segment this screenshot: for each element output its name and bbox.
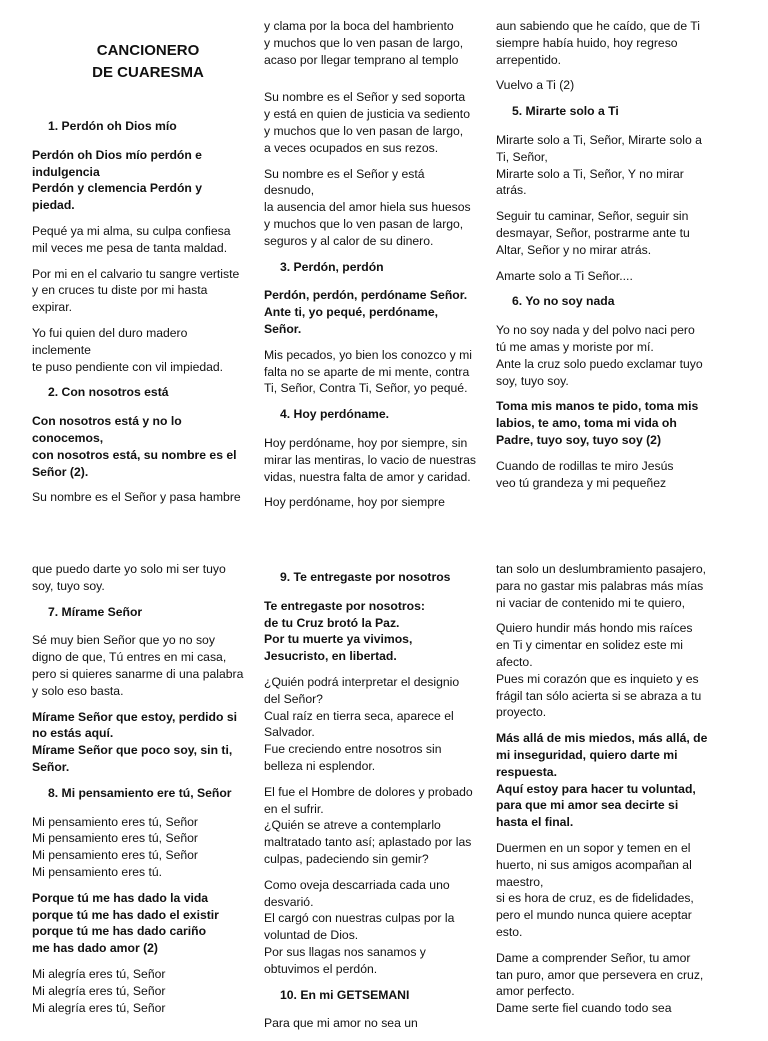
verse-block [264, 18, 496, 68]
song-heading: 7. Mírame Señor [48, 604, 143, 619]
chorus-block [496, 398, 728, 448]
text-line: tan solo un deslumbramiento pasajero, [496, 562, 707, 576]
text-line: siempre había huido, hoy regreso [496, 35, 678, 50]
text-line: de tu Cruz brotó la Paz. [264, 615, 400, 630]
text-line: Mi alegría eres tú, Señor [32, 1000, 166, 1015]
verse-block [32, 814, 264, 881]
text-line: si es hora de cruz, es de fidelidades, [496, 891, 694, 906]
text-line: Fue creciendo entre nosotros sin [264, 742, 442, 757]
text-line: hasta el final. [496, 815, 574, 830]
song-heading: 9. Te entregaste por nosotros [280, 570, 451, 584]
song-heading: 4. Hoy perdóname. [280, 407, 390, 422]
text-line: arrepentido. [496, 52, 562, 67]
verse-block [264, 166, 496, 250]
spacer [264, 77, 496, 89]
text-line: Mi pensamiento eres tú, Señor [32, 814, 198, 829]
verse-block [496, 77, 728, 94]
text-line: belleza ni esplendor. [264, 758, 376, 773]
verse-block [32, 632, 264, 699]
text-line: Sé muy bien Señor que yo no soy [32, 633, 215, 648]
text-line: con nosotros está, su nombre es el [32, 447, 237, 462]
verse-block [496, 268, 728, 285]
text-line: Para que mi amor no sea un [264, 1016, 418, 1031]
chorus-block [32, 413, 264, 480]
text-line: mirar las mentiras, lo vacio de nuestras [264, 452, 477, 467]
text-line: esto. [496, 924, 523, 939]
text-line: Amarte solo a Ti Señor.... [496, 268, 633, 283]
text-line: porque tú me has dado cariño [32, 924, 207, 939]
text-line: pero si quieres sanarme di una palabra [32, 666, 244, 681]
verse-block [264, 435, 496, 485]
text-line: Cual raíz en tierra seca, aparece el [264, 708, 454, 723]
text-line: Yo no soy nada y del polvo naci pero [496, 323, 695, 338]
text-line: obtuvimos el perdón. [264, 961, 378, 976]
text-line: Perdón oh Dios mío perdón e [32, 147, 202, 162]
title-line-1: CANCIONERO [96, 42, 200, 59]
bottom-column-1 [32, 561, 264, 1025]
song-heading: 8. Mi pensamiento ere tú, Señor [48, 785, 232, 800]
text-line: Quiero hundir más hondo mis raíces [496, 621, 693, 636]
text-line: y en cruces tu diste por mi hasta [32, 283, 208, 298]
text-line: soy, tuyo soy. [32, 578, 105, 593]
text-line: Te entregaste por nosotros: [264, 598, 425, 613]
text-line: del Señor? [264, 691, 323, 706]
text-line: desnudo, [264, 183, 315, 198]
verse-block [264, 877, 496, 978]
text-line: seguros y al calor de su dinero. [264, 233, 434, 248]
verse-block [32, 266, 264, 316]
text-line: la ausencia del amor hiela sus huesos [264, 200, 471, 215]
verse-block [264, 494, 496, 511]
text-line: Pues mi corazón que es inquieto y es [496, 671, 699, 686]
text-line: expirar. [32, 300, 72, 315]
text-line: El fue el Hombre de dolores y probado [264, 784, 473, 799]
text-line: falta no se aparte de mi mente, contra [264, 364, 470, 379]
text-line: Toma mis manos te pido, toma mis [496, 399, 699, 414]
text-line: Su nombre es el Señor y sed soporta [264, 90, 466, 105]
text-line: aun sabiendo que he caído, que de Ti [496, 19, 700, 33]
verse-block [496, 208, 728, 258]
text-line: Pequé ya mi alma, su culpa confiesa [32, 223, 231, 238]
text-line: tú me amas y moriste por mí. [496, 339, 654, 354]
text-line: Ante la cruz solo puedo exclamar tuyo [496, 356, 703, 371]
text-line: Más allá de mis miedos, más allá, de [496, 731, 708, 746]
column-content [496, 18, 728, 491]
text-line: conocemos, [32, 430, 104, 445]
text-line: Altar, Señor y no mirar atrás. [496, 242, 652, 257]
text-line: Hoy perdóname, hoy por siempre, sin [264, 435, 468, 450]
text-line: Yo fui quien del duro madero [32, 325, 188, 340]
text-line: Señor. [264, 321, 302, 336]
text-line: en Ti y cimentar en solidez este mi [496, 638, 683, 653]
verse-block [496, 18, 728, 68]
text-line: proyecto. [496, 705, 547, 720]
text-line: que puedo darte yo solo mi ser tuyo [32, 562, 226, 576]
text-line: Por mi en el calvario tu sangre vertiste [32, 266, 240, 281]
text-line: Perdón, perdón, perdóname Señor. [264, 288, 468, 303]
text-line: veo tú grandeza y mi pequeñez [496, 475, 667, 490]
text-line: tan puro, amor que persevera en cruz, [496, 967, 704, 982]
text-line: y muchos que lo ven pasan de largo, [264, 216, 464, 231]
text-line: desmayar, Señor, postrarme ante tu [496, 225, 690, 240]
text-line: Señor (2). [32, 464, 89, 479]
song-heading: 3. Perdón, perdón [280, 259, 384, 274]
title-line-2: DE CUARESMA [92, 64, 204, 81]
text-line: labios, te amo, toma mi vida oh [496, 416, 677, 431]
text-line: Su nombre es el Señor y está [264, 166, 425, 181]
text-line: me has dado amor (2) [32, 941, 158, 956]
text-line: Por tu muerte ya vivimos, [264, 632, 413, 647]
text-line: acaso por llegar temprano al templo [264, 52, 459, 67]
text-line: te puso pendiente con vil impiedad. [32, 359, 224, 374]
text-line: frágil tan sólo acierta si se abraza a tu [496, 688, 702, 703]
text-line: Ante ti, yo pequé, perdóname, [264, 305, 439, 320]
verse-block [264, 347, 496, 397]
text-line: y muchos que lo ven pasan de largo, [264, 35, 464, 50]
text-line: Mi pensamiento eres tú. [32, 864, 163, 879]
text-line: pero el mundo nunca quiere aceptar [496, 908, 692, 923]
text-line: ni vaciar de contenido mi te quiero, [496, 595, 686, 610]
text-line: Porque tú me has dado la vida [32, 890, 209, 905]
text-line: Dame a comprender Señor, tu amor [496, 950, 691, 965]
song-heading: 1. Perdón oh Dios mío [48, 119, 177, 133]
text-line: y muchos que lo ven pasan de largo, [264, 123, 464, 138]
top-column-3 [496, 18, 728, 500]
text-line: soy, tuyo soy. [496, 373, 569, 388]
text-line: Mi alegría eres tú, Señor [32, 966, 166, 981]
text-line: y está en quien de justicia va sediento [264, 107, 470, 122]
chorus-block [32, 709, 264, 776]
chorus-block [264, 598, 496, 665]
text-line: Mirarte solo a Ti, Señor, Y no mirar [496, 166, 684, 181]
verse-block [496, 458, 728, 492]
text-line: Jesucristo, en libertad. [264, 649, 397, 664]
bottom-column-2 [264, 561, 496, 1041]
chorus-block [264, 287, 496, 337]
chorus-block [496, 730, 728, 831]
text-line: y clama por la boca del hambriento [264, 19, 454, 33]
column-content [32, 561, 264, 1016]
bottom-column-3 [496, 561, 728, 1026]
text-line: ¿Quién se atreve a contemplarlo [264, 818, 441, 833]
text-line: Su nombre es el Señor y pasa hambre [32, 490, 241, 505]
text-line: amor perfecto. [496, 984, 575, 999]
text-line: Mi pensamiento eres tú, Señor [32, 848, 198, 863]
text-line: vidas, nuestra falta de amor y caridad. [264, 469, 471, 484]
text-line: Señor. [32, 759, 70, 774]
text-line: indulgencia [32, 164, 100, 179]
text-line: atrás. [496, 183, 527, 198]
document-title [32, 40, 264, 84]
text-line: para no gastar mis palabras más mías [496, 578, 704, 593]
verse-block [496, 322, 728, 389]
text-line: y solo eso basta. [32, 683, 124, 698]
song-heading: 6. Yo no soy nada [512, 294, 615, 309]
text-line: piedad. [32, 198, 75, 213]
verse-block [496, 132, 728, 199]
song-heading: 10. En mi GETSEMANI [280, 987, 410, 1002]
verse-block [32, 489, 264, 506]
text-line: afecto. [496, 654, 533, 669]
text-line: para que mi amor sea decirte si [496, 798, 679, 813]
text-line: huerto, ni sus amigos acompañan al [496, 857, 692, 872]
verse-block [496, 840, 728, 941]
text-line: porque tú me has dado el existir [32, 907, 219, 922]
text-line: Por sus llagas nos sanamos y [264, 944, 426, 959]
text-line: Mis pecados, yo bien los conozco y mi [264, 347, 472, 362]
verse-block [496, 950, 728, 1017]
text-line: voluntad de Dios. [264, 928, 359, 943]
text-line: Mi pensamiento eres tú, Señor [32, 831, 198, 846]
verse-block [264, 784, 496, 868]
chorus-block [32, 147, 264, 214]
top-column-1 [32, 18, 264, 515]
column-content [32, 118, 264, 506]
chorus-block [32, 890, 264, 957]
text-line: Ti, Señor, [496, 149, 548, 164]
text-line: Seguir tu caminar, Señor, seguir sin [496, 209, 689, 224]
text-line: Mi alegría eres tú, Señor [32, 983, 166, 998]
text-line: Salvador. [264, 725, 315, 740]
text-line: Cuando de rodillas te miro Jesús [496, 458, 674, 473]
text-line: maestro, [496, 874, 544, 889]
verse-block [32, 325, 264, 375]
text-line: digno de que, Tú entres en mi casa, [32, 650, 227, 665]
text-line: ¿Quién podrá interpretar el designio [264, 674, 460, 689]
verse-block [264, 89, 496, 156]
text-line: Mírame Señor que poco soy, sin ti, [32, 743, 233, 758]
text-line: inclemente [32, 342, 91, 357]
text-line: Con nosotros está y no lo [32, 414, 182, 429]
text-line: culpas, padeciendo sin gemir? [264, 851, 429, 866]
verse-block [32, 223, 264, 257]
text-line: Como oveja descarriada cada uno [264, 877, 450, 892]
text-line: en el sufrir. [264, 801, 324, 816]
text-line: Hoy perdóname, hoy por siempre [264, 495, 445, 510]
column-content [264, 18, 496, 511]
verse-block [264, 674, 496, 775]
verse-block [496, 561, 728, 611]
text-line: Padre, tuyo soy, tuyo soy (2) [496, 432, 662, 447]
text-line: no estás aquí. [32, 726, 114, 741]
text-line: Perdón y clemencia Perdón y [32, 181, 203, 196]
column-content [264, 569, 496, 1032]
verse-block [32, 966, 264, 1016]
column-content [496, 561, 728, 1017]
top-column-2 [264, 18, 496, 520]
text-line: respuesta. [496, 764, 557, 779]
text-line: Aquí estoy para hacer tu voluntad, [496, 781, 696, 796]
text-line: Vuelvo a Ti (2) [496, 78, 575, 93]
text-line: maltratado tanto así; aplastado por las [264, 835, 472, 850]
song-heading: 2. Con nosotros está [48, 385, 169, 400]
text-line: Ti, Señor, Contra Ti, Señor, yo pequé. [264, 381, 468, 396]
text-line: Mírame Señor que estoy, perdido si [32, 709, 237, 724]
text-line: Dame serte fiel cuando todo sea [496, 1001, 672, 1016]
verse-block [496, 620, 728, 721]
text-line: desvarió. [264, 894, 314, 909]
text-line: El cargó con nuestras culpas por la [264, 911, 455, 926]
text-line: mil veces me pesa de tanta maldad. [32, 240, 228, 255]
verse-block [32, 561, 264, 595]
text-line: a veces ocupados en sus rezos. [264, 140, 439, 155]
text-line: Mirarte solo a Ti, Señor, Mirarte solo a [496, 132, 702, 147]
song-heading: 5. Mirarte solo a Ti [512, 104, 619, 119]
text-line: mi inseguridad, quiero darte mi [496, 747, 678, 762]
text-line: Duermen en un sopor y temen en el [496, 840, 691, 855]
